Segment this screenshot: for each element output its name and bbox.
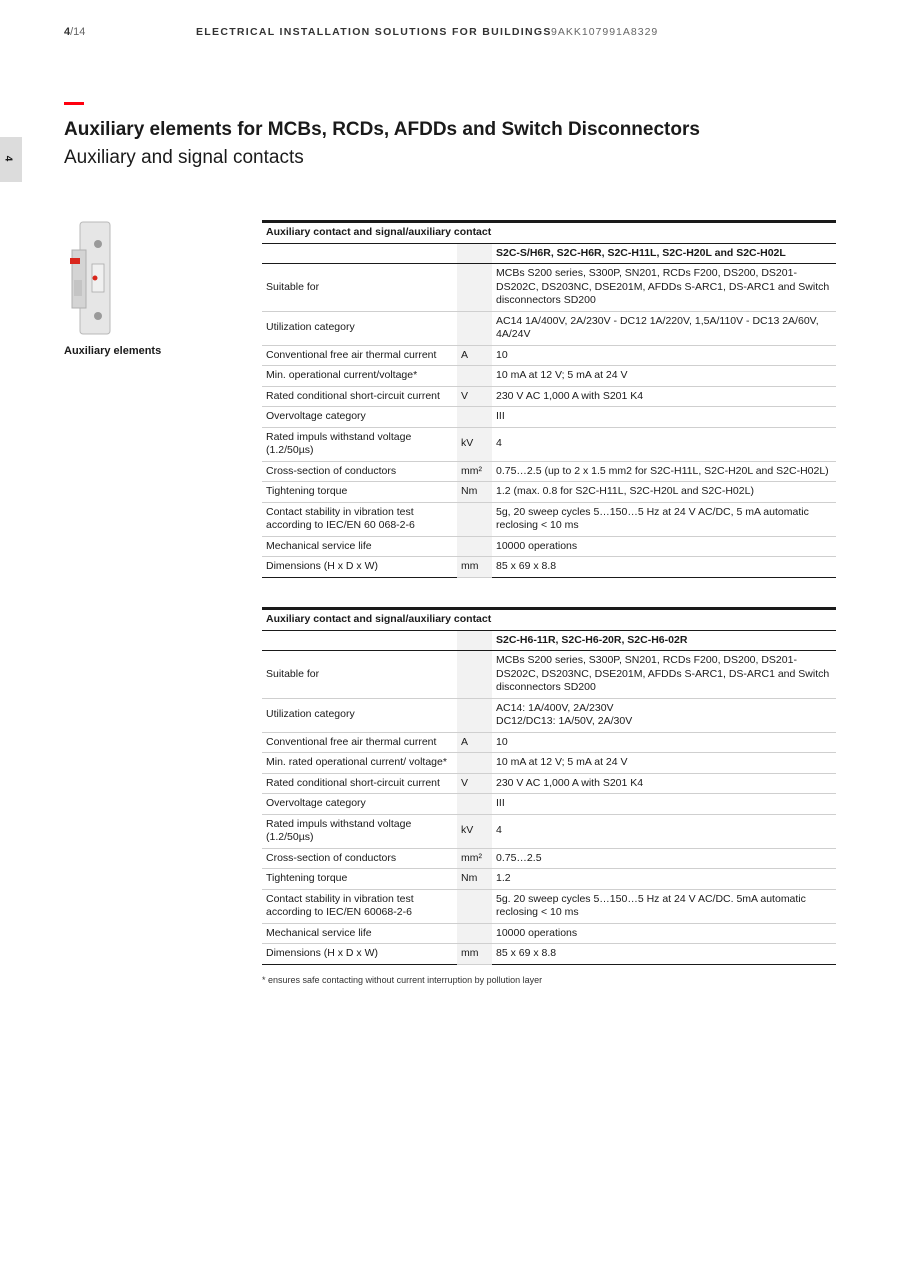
row-value: 10 mA at 12 V; 5 mA at 24 V <box>492 366 836 387</box>
row-value: 4 <box>492 427 836 461</box>
row-value: 1.2 (max. 0.8 for S2C-H11L, S2C-H20L and S2C-H02L) <box>492 482 836 503</box>
auxiliary-contact-product-image <box>66 220 126 338</box>
row-unit: mm <box>457 557 492 578</box>
table-row <box>262 407 836 428</box>
row-label: Rated conditional short-circuit current <box>262 773 457 794</box>
row-label: Cross-section of conductors <box>262 461 457 482</box>
row-label: Suitable for <box>262 651 457 699</box>
row-unit <box>457 698 492 732</box>
row-value: 85 x 69 x 8.8 <box>492 557 836 578</box>
spec-table-1 <box>262 220 836 578</box>
row-label: Rated impuls withstand voltage (1.2/50µs) <box>262 427 457 461</box>
row-unit: kV <box>457 427 492 461</box>
table-heading: Auxiliary contact and signal/auxiliary contact <box>262 222 836 244</box>
row-label: Overvoltage category <box>262 407 457 428</box>
row-unit: mm² <box>457 461 492 482</box>
row-value: 5g, 20 sweep cycles 5…150…5 Hz at 24 V AC/DC, 5 mA automatic reclosing < 10 ms <box>492 502 836 536</box>
table-row <box>262 651 836 699</box>
row-label: Tightening torque <box>262 869 457 890</box>
row-value: AC14 1A/400V, 2A/230V - DC12 1A/220V, 1,5A/110V - DC13 2A/60V, 4A/24V <box>492 311 836 345</box>
row-unit <box>457 407 492 428</box>
row-unit <box>457 923 492 944</box>
table-row <box>262 311 836 345</box>
chapter-tab[interactable] <box>0 137 22 182</box>
row-value: 230 V AC 1,000 A with S201 K4 <box>492 773 836 794</box>
table-row <box>262 944 836 965</box>
table-row <box>262 264 836 312</box>
row-unit <box>457 536 492 557</box>
table-row <box>262 698 836 732</box>
row-unit: mm² <box>457 848 492 869</box>
table-heading-row <box>262 609 836 631</box>
row-value: 1.2 <box>492 869 836 890</box>
table-models: S2C-H6-11R, S2C-H6-20R, S2C-H6-02R <box>492 630 836 651</box>
table-row <box>262 773 836 794</box>
row-label: Mechanical service life <box>262 536 457 557</box>
row-label: Conventional free air thermal current <box>262 732 457 753</box>
row-label: Utilization category <box>262 698 457 732</box>
table-row <box>262 386 836 407</box>
table-models: S2C-S/H6R, S2C-H6R, S2C-H11L, S2C-H20L and S2C-H02L <box>492 243 836 264</box>
row-label: Utilization category <box>262 311 457 345</box>
document-title: ELECTRICAL INSTALLATION SOLUTIONS FOR BUILDINGS <box>196 26 552 38</box>
row-unit <box>457 366 492 387</box>
chapter-tab-label: 4 <box>2 155 14 162</box>
row-value: MCBs S200 series, S300P, SN201, RCDs F200, DS200, DS201-DS202C, DS203NC, DSE201M, AFDDs S-ARC1, DS-ARC1 and Switch disconnectors SD200 <box>492 264 836 312</box>
row-label: Conventional free air thermal current <box>262 345 457 366</box>
row-value: AC14: 1A/400V, 2A/230V DC12/DC13: 1A/50V, 2A/30V <box>492 698 836 732</box>
table-row <box>262 557 836 578</box>
row-label: Min. operational current/voltage* <box>262 366 457 387</box>
row-unit: Nm <box>457 869 492 890</box>
row-value: 0.75…2.5 <box>492 848 836 869</box>
row-value: III <box>492 407 836 428</box>
row-unit: Nm <box>457 482 492 503</box>
row-value: MCBs S200 series, S300P, SN201, RCDs F200, DS200, DS201-DS202C, DS203NC, DSE201M, AFDDs S-ARC1, DS-ARC1 and Switch disconnectors SD200 <box>492 651 836 699</box>
row-label: Contact stability in vibration test according to IEC/EN 60 068-2-6 <box>262 502 457 536</box>
page-number: 4 <box>64 26 71 38</box>
table-row <box>262 889 836 923</box>
table-row <box>262 732 836 753</box>
row-value: 10000 operations <box>492 536 836 557</box>
row-value: 10 mA at 12 V; 5 mA at 24 V <box>492 753 836 774</box>
row-label: Min. rated operational current/ voltage* <box>262 753 457 774</box>
table-row <box>262 482 836 503</box>
row-unit <box>457 264 492 312</box>
row-unit: A <box>457 345 492 366</box>
row-label: Overvoltage category <box>262 794 457 815</box>
product-caption: Auxiliary elements <box>64 345 162 357</box>
title-accent-bar <box>64 102 84 105</box>
table-row <box>262 536 836 557</box>
table-row <box>262 753 836 774</box>
row-unit: A <box>457 732 492 753</box>
page-subtitle: Auxiliary and signal contacts <box>64 147 304 168</box>
row-label: Rated conditional short-circuit current <box>262 386 457 407</box>
row-unit <box>457 311 492 345</box>
table-row <box>262 427 836 461</box>
table-row <box>262 461 836 482</box>
row-value: 10 <box>492 345 836 366</box>
row-value: 4 <box>492 814 836 848</box>
row-unit <box>457 794 492 815</box>
footnote: * ensures safe contacting without current interruption by pollution layer <box>262 975 543 985</box>
row-label: Suitable for <box>262 264 457 312</box>
row-value: 230 V AC 1,000 A with S201 K4 <box>492 386 836 407</box>
row-unit <box>457 651 492 699</box>
row-unit: mm <box>457 944 492 965</box>
row-label: Mechanical service life <box>262 923 457 944</box>
row-value: III <box>492 794 836 815</box>
table-row <box>262 869 836 890</box>
table-heading-row <box>262 222 836 244</box>
table-row <box>262 923 836 944</box>
row-label: Contact stability in vibration test according to IEC/EN 60068-2-6 <box>262 889 457 923</box>
row-label: Dimensions (H x D x W) <box>262 557 457 578</box>
row-label: Dimensions (H x D x W) <box>262 944 457 965</box>
spec-table-2 <box>262 607 836 965</box>
row-unit <box>457 502 492 536</box>
row-unit <box>457 753 492 774</box>
row-label: Rated impuls withstand voltage (1.2/50µs) <box>262 814 457 848</box>
document-code: 9AKK107991A8329 <box>551 26 659 38</box>
row-unit <box>457 889 492 923</box>
row-label: Cross-section of conductors <box>262 848 457 869</box>
row-unit: V <box>457 773 492 794</box>
table-models-row <box>262 243 836 264</box>
page-header <box>64 26 659 38</box>
row-unit: V <box>457 386 492 407</box>
table-models-row <box>262 630 836 651</box>
row-value: 10000 operations <box>492 923 836 944</box>
table-row <box>262 345 836 366</box>
table-row <box>262 366 836 387</box>
table-row <box>262 502 836 536</box>
row-label: Tightening torque <box>262 482 457 503</box>
table-row <box>262 848 836 869</box>
row-value: 85 x 69 x 8.8 <box>492 944 836 965</box>
row-value: 0.75…2.5 (up to 2 x 1.5 mm2 for S2C-H11L, S2C-H20L and S2C-H02L) <box>492 461 836 482</box>
page-title: Auxiliary elements for MCBs, RCDs, AFDDs and Switch Disconnectors <box>64 119 700 140</box>
page-total: /14 <box>70 26 86 38</box>
table-heading: Auxiliary contact and signal/auxiliary contact <box>262 609 836 631</box>
row-unit: kV <box>457 814 492 848</box>
table-row <box>262 814 836 848</box>
row-value: 5g. 20 sweep cycles 5…150…5 Hz at 24 V AC/DC. 5mA automatic reclosing < 10 ms <box>492 889 836 923</box>
table-row <box>262 794 836 815</box>
row-value: 10 <box>492 732 836 753</box>
